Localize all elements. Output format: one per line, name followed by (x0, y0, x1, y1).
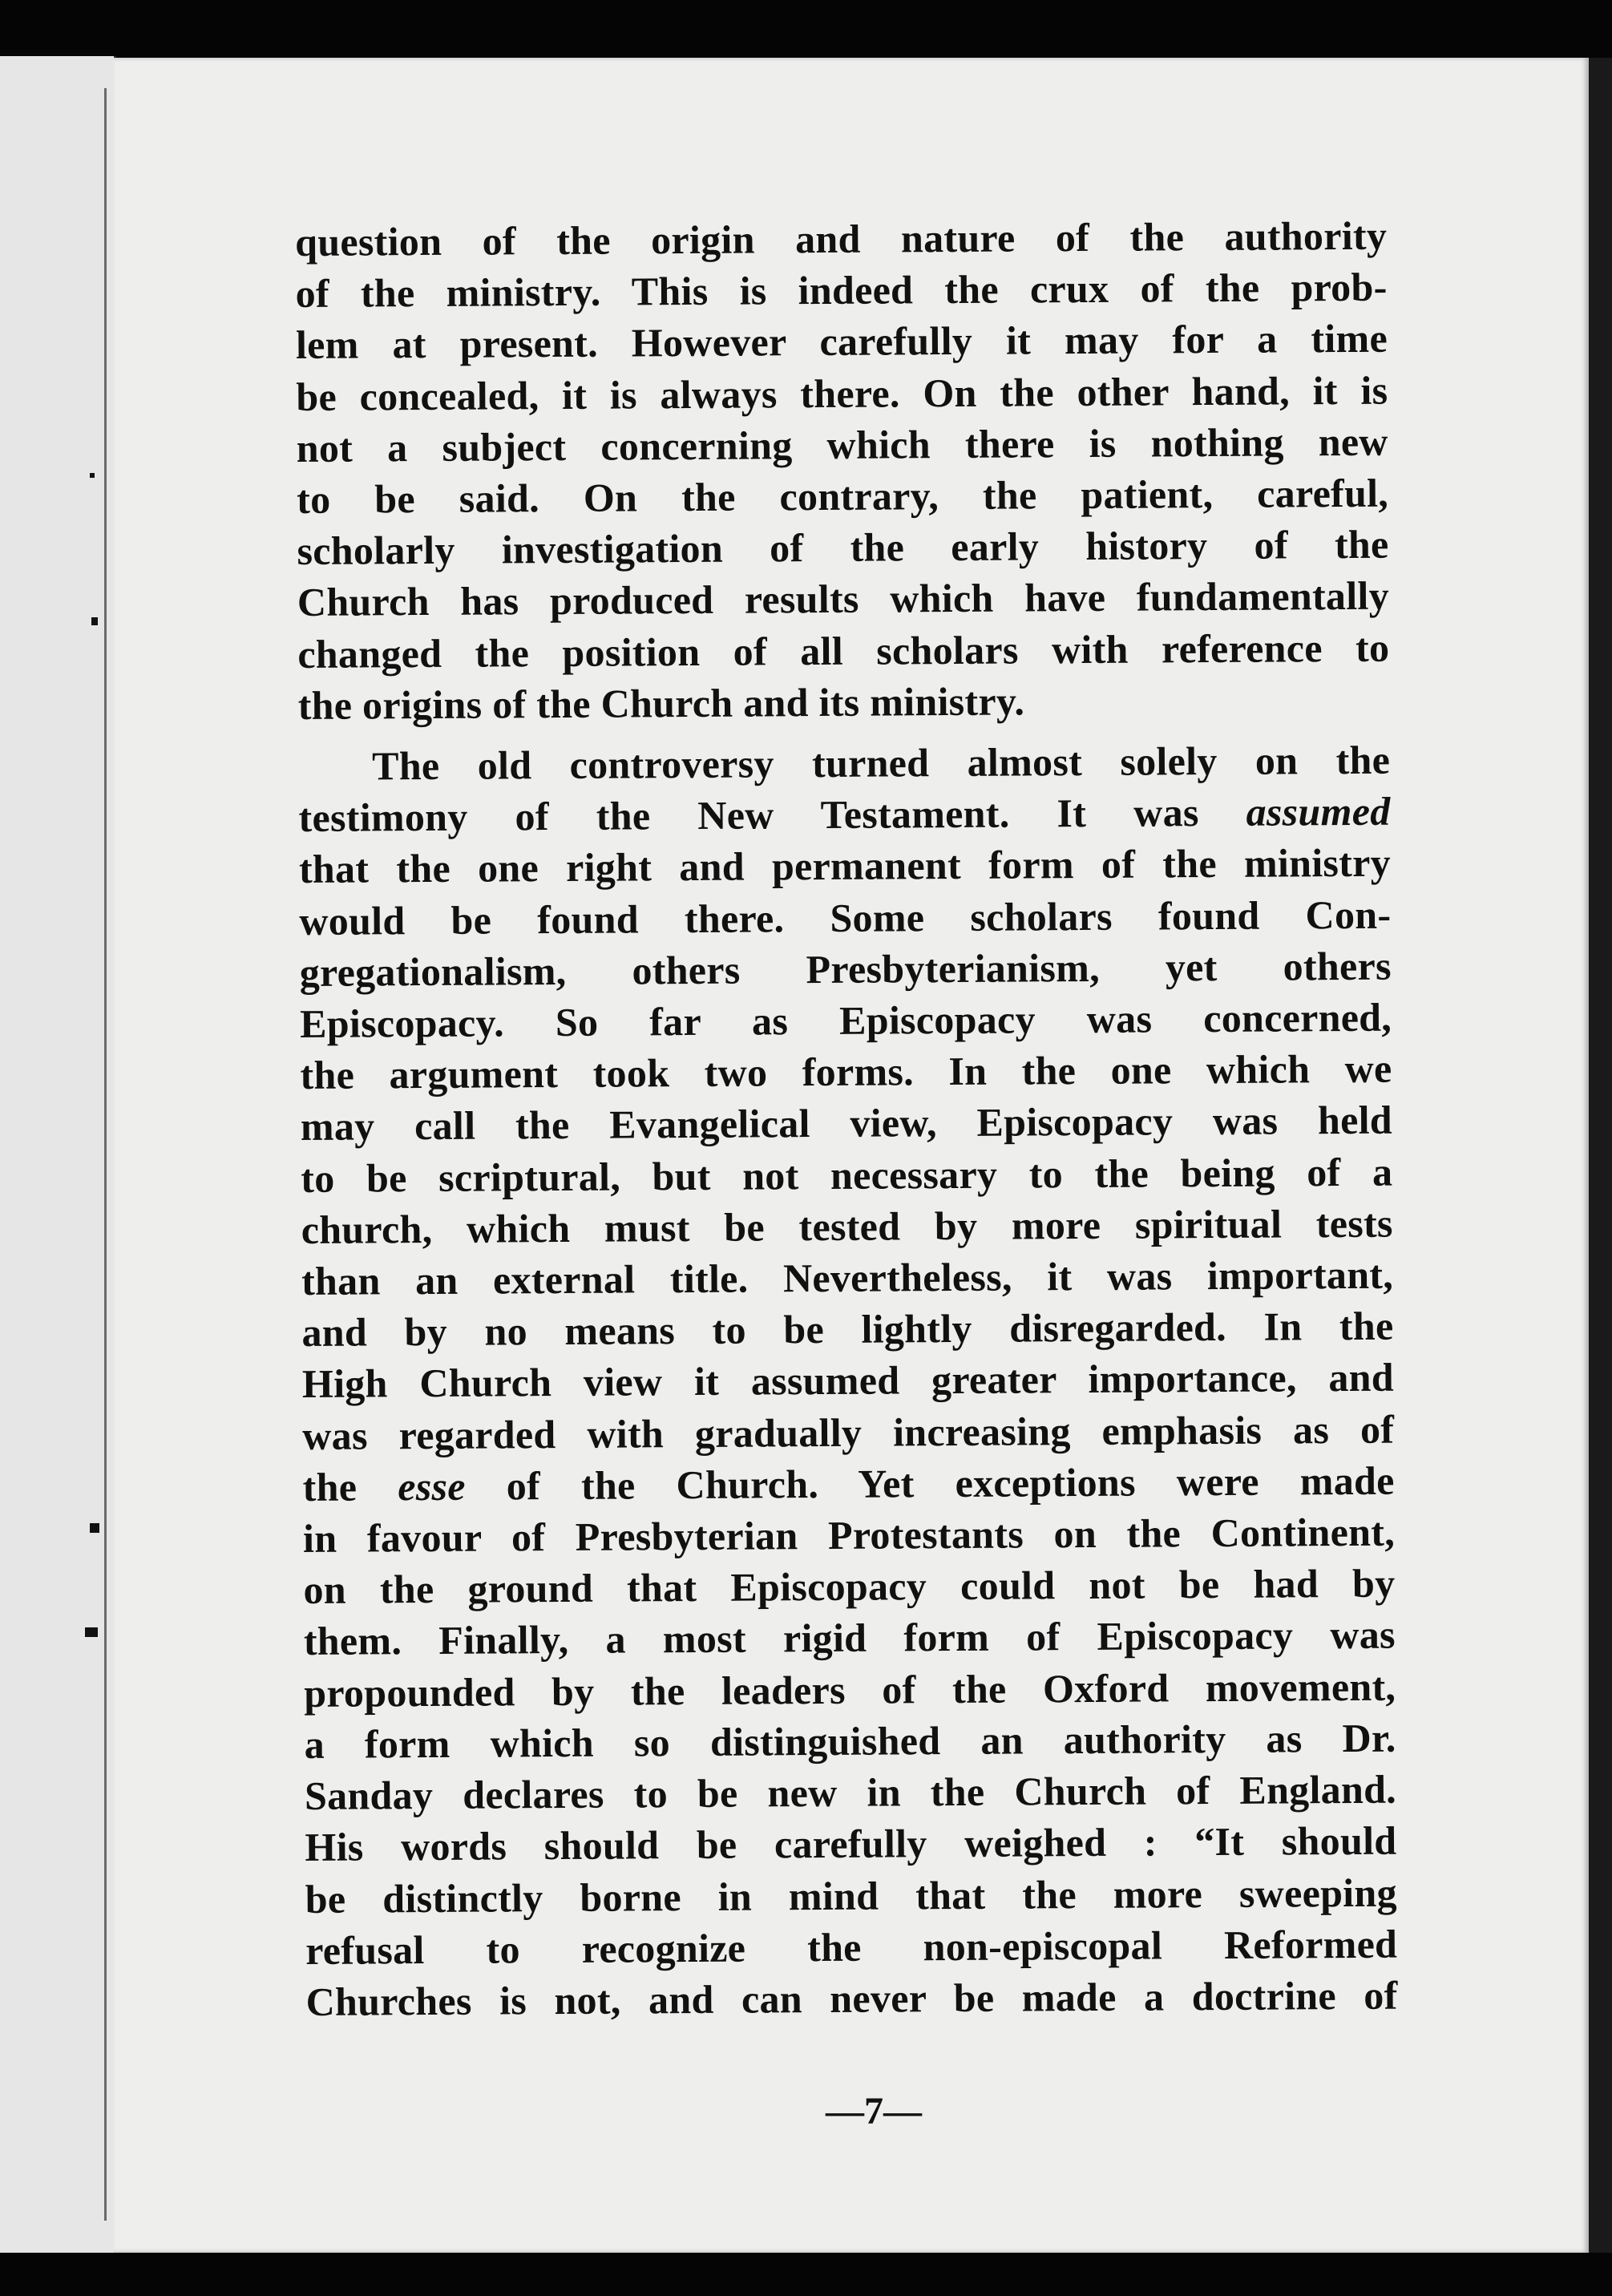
text-line: on the ground that Episcopacy could not be had by (303, 1560, 1396, 1613)
text-line: of the ministry. This is indeed the crux of the prob- (295, 264, 1388, 317)
text-line: was regarded with gradually increasing emphasis as of (302, 1406, 1395, 1458)
text-run: the (302, 1464, 398, 1510)
margin-mark (85, 1627, 98, 1637)
text-line: be concealed, it is always there. On the other hand, it is (296, 367, 1388, 419)
page-number: —7— (826, 2090, 922, 2132)
text-line: question of the origin and nature of the authority (295, 212, 1388, 265)
text-line: that the one right and permanent form of the ministry (298, 840, 1392, 892)
text-line: scholarly investigation of the early history of the (297, 521, 1389, 574)
text-line: to be scriptural, but not necessary to the being of a (301, 1149, 1393, 1201)
text-run: testimony of the New Testament. It was (298, 790, 1246, 841)
text-line: Church has produced results which have fundamentally (297, 573, 1390, 625)
text-line: His words should be carefully weighed : “It should (305, 1817, 1397, 1870)
emphasis-text: esse (398, 1463, 466, 1510)
text-line: the origins of the Church and its ministry. (297, 678, 1025, 728)
emphasis-text: assumed (1246, 788, 1391, 835)
text-line: The old controversy turned almost solely on the (372, 737, 1391, 789)
text-line: church, which must be tested by more spiritual tests (301, 1200, 1393, 1252)
gutter-line (104, 88, 107, 2221)
text-line: than an external title. Nevertheless, it was important, (301, 1251, 1394, 1304)
text-line: propounded by the leaders of the Oxford movement, (304, 1663, 1396, 1716)
text-line: gregationalism, others Presbyterianism, yet others (299, 943, 1392, 995)
text-line: be distinctly borne in mind that the more sweeping (305, 1870, 1397, 1922)
text-line (298, 786, 1390, 844)
previous-page-edge (0, 56, 116, 2253)
text-line: them. Finally, a most rigid form of Episcopacy was (303, 1612, 1396, 1664)
text-line: not a subject concerning which there is nothing new (296, 418, 1388, 471)
scan-border-top (0, 0, 1612, 63)
text-line (302, 1455, 1394, 1514)
text-line: to be said. On the contrary, the patient, careful, (296, 470, 1389, 523)
text-line: Sanday declares to be new in the Church of England. (304, 1766, 1397, 1819)
text-line: Churches is not, and can never be made a doctrine of (305, 1972, 1398, 2024)
text-line: High Church view it assumed greater importance, and (301, 1355, 1395, 1407)
scan-border-right (1589, 58, 1612, 2253)
paragraph (295, 210, 1390, 731)
text-line: and by no means to be lightly disregarded. In the (301, 1303, 1394, 1356)
text-line: would be found there. Some scholars found Con- (299, 891, 1392, 944)
text-line: lem at present. However carefully it may for a time (295, 316, 1388, 368)
scan-border-bottom (0, 2253, 1612, 2296)
margin-mark (90, 1523, 99, 1533)
paragraph (298, 734, 1398, 2027)
text-line: changed the position of all scholars with reference to (297, 625, 1390, 677)
body-text (295, 210, 1398, 2027)
text-line: Episcopacy. So far as Episcopacy was concerned, (299, 994, 1392, 1047)
text-line: may call the Evangelical view, Episcopacy was held (300, 1097, 1393, 1150)
text-run: of the Church. Yet exceptions were made (465, 1457, 1395, 1509)
text-line: the argument took two forms. In the one which we (300, 1045, 1392, 1098)
margin-mark (91, 617, 98, 625)
text-line: a form which so distinguished an authority as Dr. (304, 1715, 1396, 1767)
text-line: in favour of Presbyterian Protestants on the Continent, (302, 1509, 1396, 1562)
text-line: refusal to recognize the non-episcopal Reformed (305, 1921, 1398, 1973)
margin-mark (90, 473, 95, 478)
